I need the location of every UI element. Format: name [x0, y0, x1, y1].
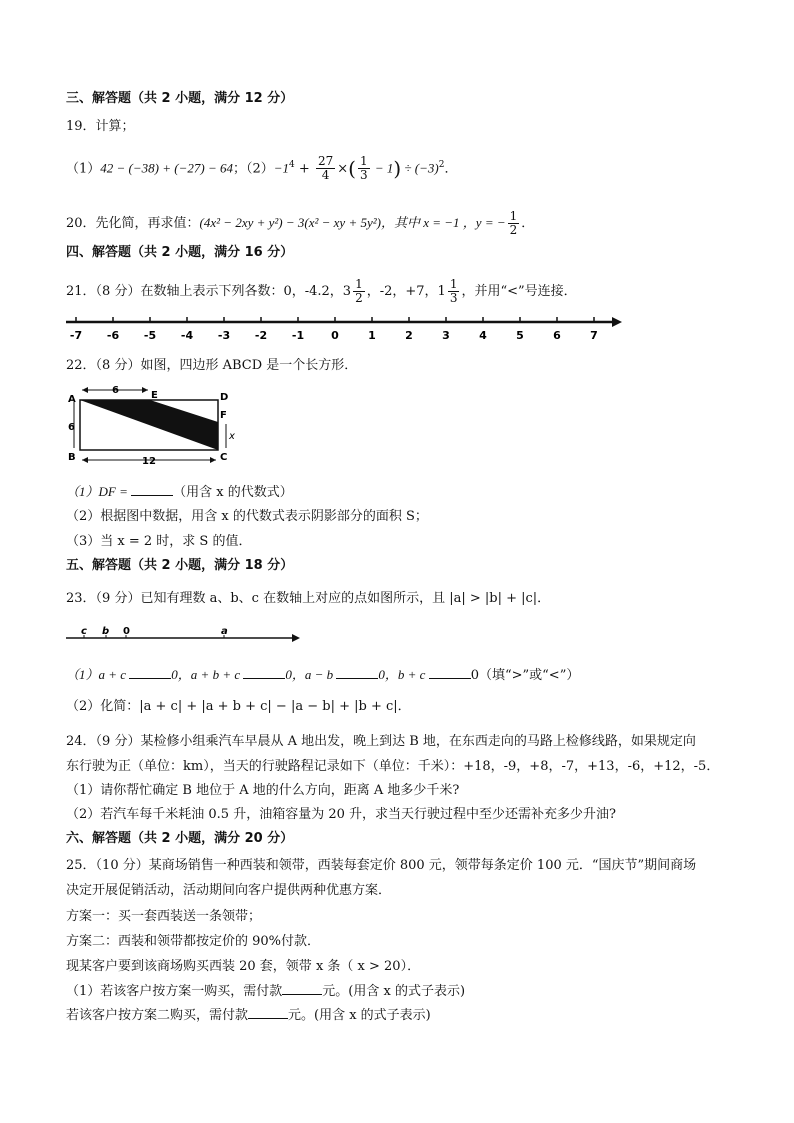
q19-p2-exp: 4: [289, 160, 295, 170]
q22-p3: （3）当 x = 2 时，求 S 的值．: [66, 534, 252, 549]
q21-tick-label: -6: [106, 329, 120, 342]
q20-end: ．: [521, 216, 535, 231]
q19-exp2: 2: [438, 160, 445, 170]
q19-frac1-num: 27: [317, 154, 334, 169]
q23-p1-e: 0（填“>”或“<”）: [470, 668, 580, 683]
q23-stem: 23．（9 分）已知有理数 a、b、c 在数轴上对应的点如图所示，且 |a| > |b| + |c|．: [66, 591, 551, 606]
q19-p1-expr: 42 − (−38) + (−27) − 64: [100, 160, 233, 176]
q24-p1: （1）请你帮忙确定 B 地位于 A 地的什么方向，距离 A 地多少千米?: [66, 783, 460, 798]
q23-label-c: c: [81, 626, 87, 637]
q21-frac1-num: 1: [355, 277, 363, 291]
q21-axis-arrow: [612, 317, 622, 327]
q22-p1: [66, 482, 293, 503]
q25-l5: 现某客户要到该商场购买西装 20 套，领带 x 条（ x > 20）．: [66, 959, 421, 974]
q22-label-top: 6: [112, 385, 119, 396]
q21-stem-b: ，-2，+7，1: [366, 284, 446, 299]
q24-l1: 24．（9 分）某检修小组乘汽车早晨从 A 地出发，晚上到达 B 地，在东西走向的马路上检修线路，如果规定向: [66, 734, 696, 749]
q21-frac2-num: 1: [449, 277, 458, 291]
q20-stem: 20．先化简，再求值：: [66, 216, 200, 231]
section-4-title: 四、解答题（共 2 小题，满分 16 分）: [66, 245, 294, 260]
q22-bottom-dim-arrow-r: [210, 457, 216, 463]
q25-l6-a: （1）若该客户按方案一购买，需付款: [66, 984, 283, 999]
q19-frac2-num: 1: [359, 154, 368, 169]
q21-tick-label: -4: [180, 329, 194, 342]
q23-label-a: a: [221, 626, 228, 637]
q21-tick-label: 6: [553, 329, 561, 342]
q25-l4: 方案二：西装和领带都按定价的 90%付款．: [66, 934, 321, 949]
q22-p1-blank[interactable]: [131, 483, 173, 496]
q22-top-dim-arrow-r: [142, 387, 148, 393]
q19-div: ÷ (−3): [401, 160, 439, 176]
q22-label-c: C: [220, 452, 228, 463]
q25-l6: [66, 982, 465, 1002]
q20-cond: ，其中 x = −1 ，y = −: [380, 215, 506, 230]
q24-p2: （2）若汽车每千米耗油 0.5 升，油箱容量为 20 升，求当天行驶过程中至少还需补充多少升油?: [66, 807, 616, 822]
q21-tick-label: -1: [291, 329, 305, 342]
q21-tick-label: 0: [331, 329, 339, 342]
q19-frac1: [316, 155, 335, 182]
q25-l6-b: 元。(用含 x 的式子表示): [322, 984, 466, 999]
q23-p1-b: 0，a + b + c: [171, 667, 244, 682]
section-6-title: 六、解答题（共 2 小题，满分 20 分）: [66, 831, 294, 846]
q22-label-x: x: [229, 431, 235, 442]
q22-label-a: A: [68, 394, 76, 405]
q23-label-b: b: [102, 626, 110, 637]
q20-frac: [508, 210, 520, 237]
q19-stem: 19．计算；: [66, 119, 135, 134]
q21-tick-label: 7: [590, 329, 598, 342]
q22-shaded-region: [80, 400, 218, 450]
q21-tick-label: -7: [69, 329, 83, 342]
q19-minus1: − 1: [371, 160, 394, 176]
q22-bottom-dim-arrow-l: [82, 457, 88, 463]
q19-frac2: [358, 155, 370, 182]
q19-frac1-den: 4: [321, 168, 330, 183]
q23-p1: [66, 665, 579, 686]
q25-l1: 25．（10 分）某商场销售一种西装和领带，西装每套定价 800 元，领带每条定价 100 元．“国庆节”期间商场: [66, 858, 697, 873]
q21-tick-label: -2: [254, 329, 268, 342]
q20: [66, 210, 534, 237]
q22-stem: 22．（8 分）如图，四边形 ABCD 是一个长方形．: [66, 358, 358, 373]
q22-label-bottom: 12: [142, 456, 156, 467]
q21-frac2-den: 3: [449, 291, 458, 305]
q21-tick-label: 3: [442, 329, 450, 342]
q23-blank-1[interactable]: [129, 666, 171, 679]
q23-p1-d: 0，b + c: [378, 667, 429, 682]
q21-tick-label: 2: [405, 329, 413, 342]
q23-blank-2[interactable]: [243, 666, 285, 679]
q23-blank-4[interactable]: [429, 666, 471, 679]
q23-p2: （2）化简：|a + c| + |a + b + c| − |a − b| + |b + c|．: [66, 699, 411, 714]
q21-stem-a: 21．（8 分）在数轴上表示下列各数：0，-4.2，3: [66, 284, 352, 299]
q21-stem: [66, 278, 577, 305]
q23-number-line: [64, 626, 304, 654]
q25-l2: 决定开展促销活动，活动期间向客户提供两种优惠方案．: [66, 883, 392, 898]
q20-expr: (4x² − 2xy + y²) − 3(x² − xy + 5y²): [199, 215, 381, 230]
q19-sep: ；（2）: [232, 161, 274, 177]
q19-end: ．: [444, 161, 458, 177]
q23-label-0: 0: [123, 626, 130, 637]
q19-frac2-den: 3: [359, 168, 368, 183]
q21-tick-label: -3: [217, 329, 231, 342]
q21-frac2: [448, 278, 460, 305]
q25-l7-a: 若该客户按方案二购买，需付款: [66, 1008, 249, 1023]
q21-frac1-den: 2: [355, 291, 363, 305]
q19-p2-plus: +: [294, 161, 314, 177]
q22-p1-b: （用含 x 的代数式）: [173, 485, 293, 500]
q19-times: ×: [337, 161, 349, 177]
q21-number-line: [60, 312, 630, 346]
q25-blank-1[interactable]: [282, 982, 322, 995]
q23-axis-arrow: [292, 634, 300, 642]
q19-p2-a: −1: [273, 160, 290, 176]
q22-p1-a: （1）DF =: [66, 484, 132, 499]
q25-l7-b: 元。(用含 x 的式子表示): [288, 1008, 431, 1023]
q21-frac1: [353, 278, 365, 305]
q22-top-dim-arrow-l: [82, 387, 88, 393]
q24-l2: 东行驶为正（单位：km），当天的行驶路程记录如下（单位：千米）：+18，-9，+8，-7，+13，-6，+12，-5．: [66, 759, 720, 774]
q23-p1-a: （1）a + c: [66, 667, 130, 682]
q20-frac-den: 2: [509, 223, 518, 237]
q22-label-f: F: [220, 410, 227, 421]
q20-frac-num: 1: [509, 209, 518, 223]
q21-tick-label: -5: [143, 329, 157, 342]
q23-blank-3[interactable]: [336, 666, 378, 679]
q22-label-e: E: [151, 390, 158, 401]
q21-tick-label: 4: [479, 329, 487, 342]
q21-tick-label: 1: [368, 329, 376, 342]
q22-label-d: D: [220, 392, 229, 403]
q25-blank-2[interactable]: [248, 1006, 288, 1019]
q19-p1-label: （1）: [66, 161, 101, 177]
q25-l3: 方案一：买一套西装送一条领带；: [66, 909, 262, 924]
section-5-title: 五、解答题（共 2 小题，满分 18 分）: [66, 558, 294, 573]
q25-l7: [66, 1006, 431, 1026]
q22-label-left: 6: [68, 422, 75, 433]
q23-p1-c: 0，a − b: [285, 667, 337, 682]
q21-stem-c: ，并用“<”号连接．: [461, 284, 577, 299]
q21-tick-label: 5: [516, 329, 524, 342]
q22-label-b: B: [68, 452, 76, 463]
q22-p2: （2）根据图中数据，用含 x 的代数式表示阴影部分的面积 S；: [66, 509, 428, 524]
q19-parts: （1）42 − (−38) + (−27) − 64；$(2)-1^4$ + $\frac{27}{4}$ ×( $\frac{1}{3}$ − $1) \div (-3)^2$．: [66, 154, 458, 183]
section-3-title: 三、解答题（共 2 小题，满分 12 分）: [66, 91, 294, 106]
q22-figure: [66, 384, 246, 472]
